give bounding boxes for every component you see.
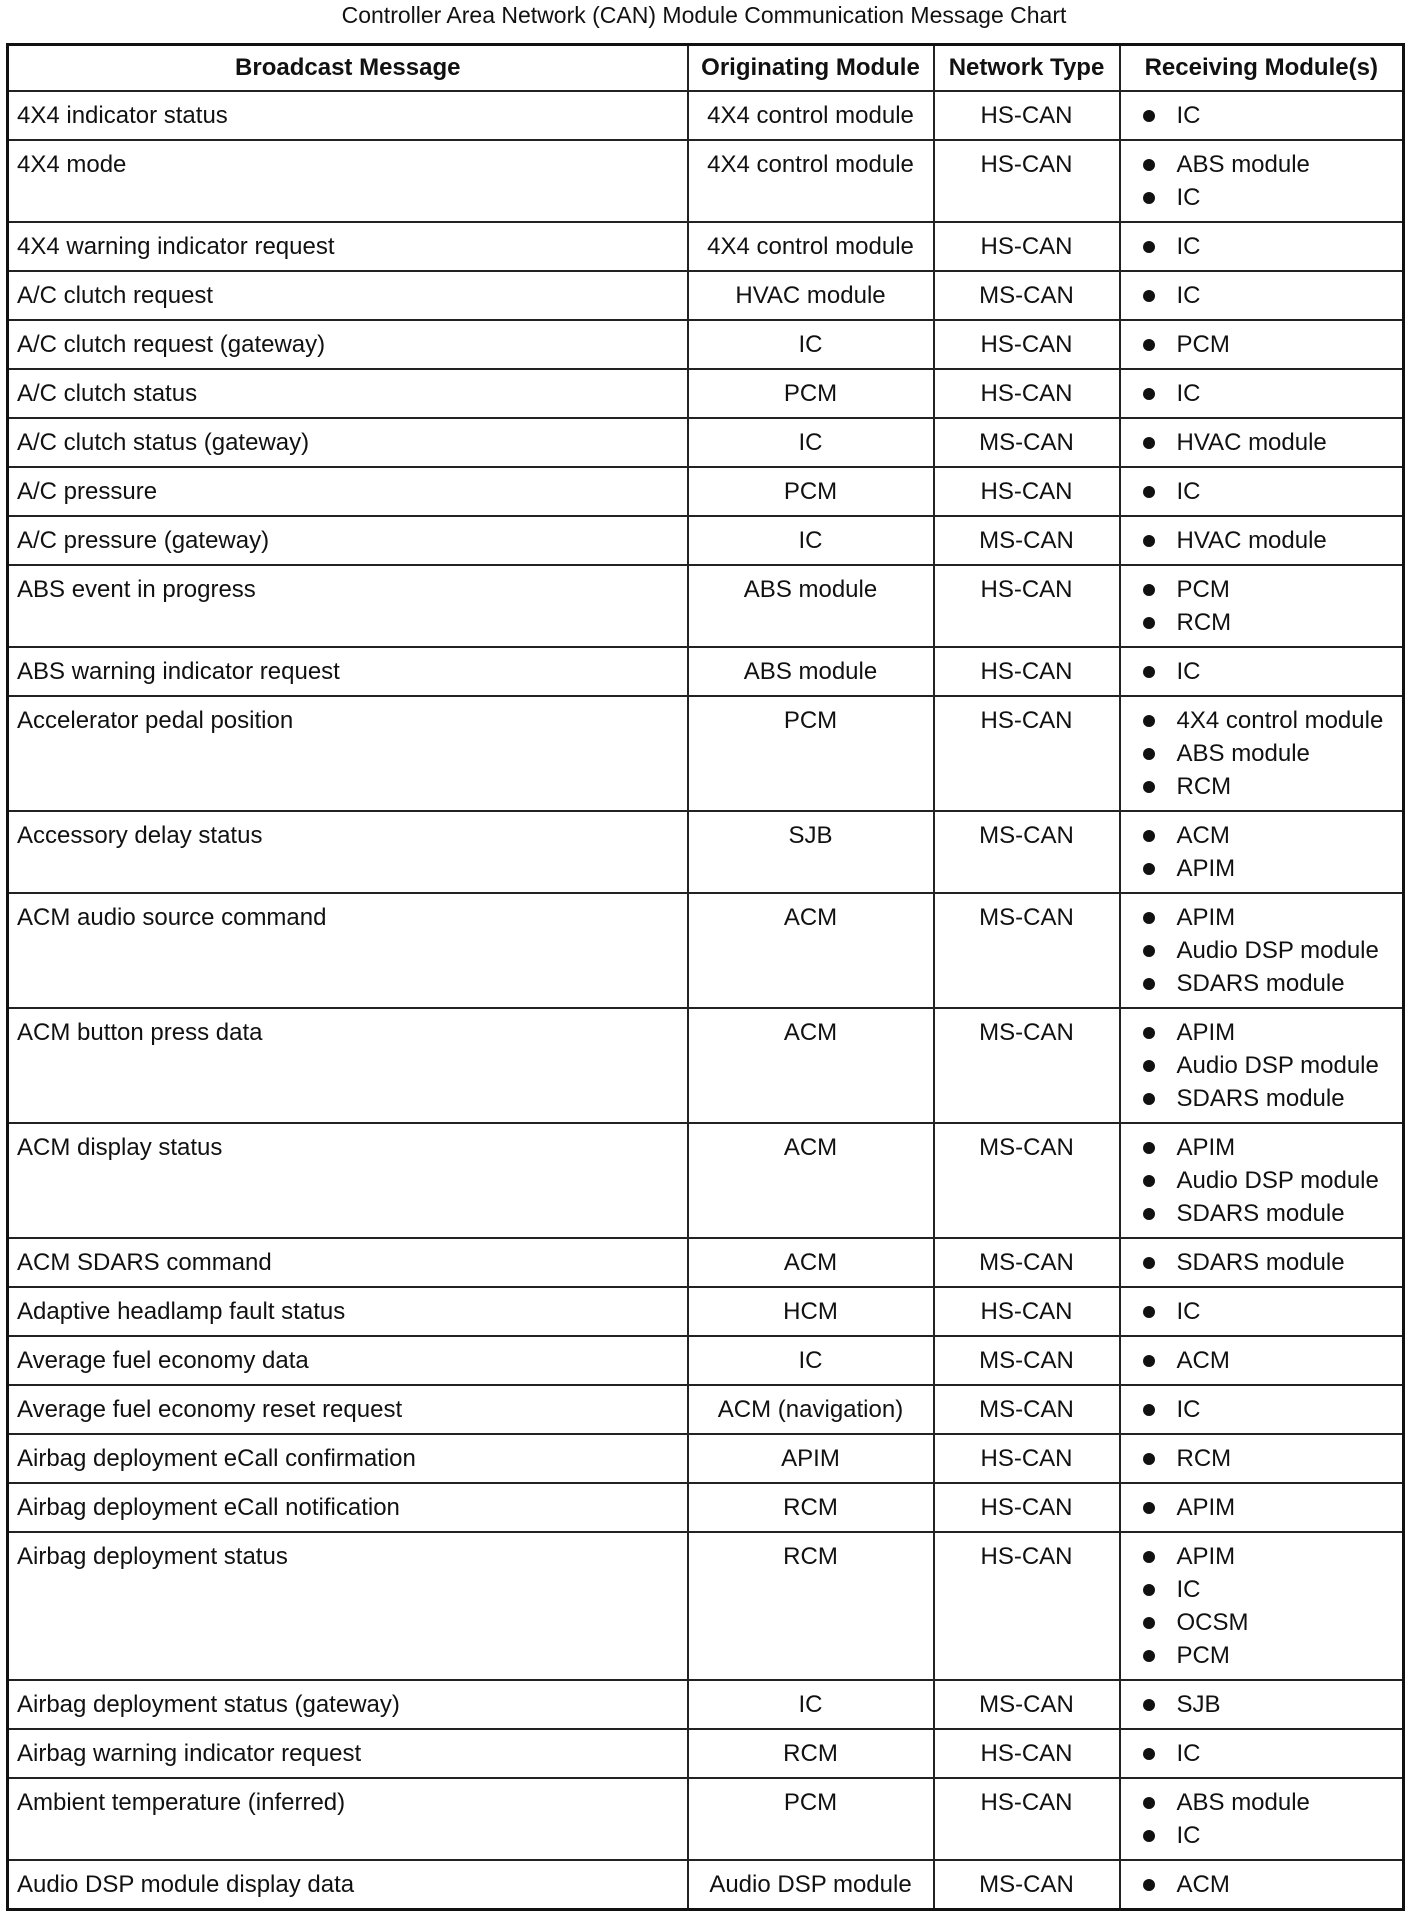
broadcast-message-cell: 4X4 indicator status bbox=[8, 91, 688, 140]
network-type-cell: HS-CAN bbox=[934, 1729, 1120, 1778]
receiving-modules-list bbox=[1143, 1786, 1395, 1852]
originating-module-cell: APIM bbox=[688, 1434, 934, 1483]
receiving-modules-list bbox=[1143, 1540, 1395, 1672]
table-row bbox=[8, 516, 1404, 565]
receiving-module-item: ACM bbox=[1143, 819, 1395, 852]
receiving-modules-cell bbox=[1120, 1680, 1404, 1729]
receiving-modules-cell bbox=[1120, 222, 1404, 271]
receiving-modules-list bbox=[1143, 1491, 1395, 1524]
receiving-modules-list bbox=[1143, 524, 1395, 557]
network-type-cell: MS-CAN bbox=[934, 1238, 1120, 1287]
receiving-modules-cell bbox=[1120, 320, 1404, 369]
network-type-cell: MS-CAN bbox=[934, 516, 1120, 565]
receiving-module-item: RCM bbox=[1143, 606, 1395, 639]
broadcast-message-cell: Audio DSP module display data bbox=[8, 1860, 688, 1910]
receiving-modules-cell bbox=[1120, 140, 1404, 222]
network-type-cell: HS-CAN bbox=[934, 369, 1120, 418]
network-type-cell: HS-CAN bbox=[934, 565, 1120, 647]
receiving-module-item: RCM bbox=[1143, 1442, 1395, 1475]
receiving-modules-list bbox=[1143, 279, 1395, 312]
receiving-modules-list bbox=[1143, 1131, 1395, 1230]
broadcast-message-cell: Average fuel economy data bbox=[8, 1336, 688, 1385]
receiving-modules-cell bbox=[1120, 271, 1404, 320]
receiving-modules-list bbox=[1143, 230, 1395, 263]
network-type-cell: HS-CAN bbox=[934, 1778, 1120, 1860]
network-type-cell: HS-CAN bbox=[934, 320, 1120, 369]
table-row bbox=[8, 1778, 1404, 1860]
originating-module-cell: ACM (navigation) bbox=[688, 1385, 934, 1434]
table-row bbox=[8, 1238, 1404, 1287]
receiving-module-item: IC bbox=[1143, 1295, 1395, 1328]
receiving-modules-cell bbox=[1120, 1238, 1404, 1287]
receiving-modules-cell bbox=[1120, 1532, 1404, 1680]
table-row bbox=[8, 647, 1404, 696]
receiving-module-item: IC bbox=[1143, 279, 1395, 312]
receiving-module-item: APIM bbox=[1143, 852, 1395, 885]
receiving-modules-cell bbox=[1120, 91, 1404, 140]
broadcast-message-cell: A/C clutch status (gateway) bbox=[8, 418, 688, 467]
table-row bbox=[8, 222, 1404, 271]
table-row bbox=[8, 1680, 1404, 1729]
broadcast-message-cell: Accessory delay status bbox=[8, 811, 688, 893]
network-type-cell: HS-CAN bbox=[934, 91, 1120, 140]
originating-module-cell: IC bbox=[688, 418, 934, 467]
receiving-module-item: Audio DSP module bbox=[1143, 1049, 1395, 1082]
receiving-modules-list bbox=[1143, 1295, 1395, 1328]
table-row bbox=[8, 1336, 1404, 1385]
network-type-cell: MS-CAN bbox=[934, 1680, 1120, 1729]
receiving-module-item: SDARS module bbox=[1143, 1246, 1395, 1279]
originating-module-cell: PCM bbox=[688, 467, 934, 516]
table-row bbox=[8, 696, 1404, 811]
network-type-cell: MS-CAN bbox=[934, 1123, 1120, 1238]
receiving-modules-cell bbox=[1120, 1729, 1404, 1778]
receiving-modules-cell bbox=[1120, 1434, 1404, 1483]
network-type-cell: HS-CAN bbox=[934, 1483, 1120, 1532]
broadcast-message-cell: A/C clutch request bbox=[8, 271, 688, 320]
originating-module-cell: IC bbox=[688, 320, 934, 369]
message-chart-container bbox=[6, 43, 1402, 1911]
broadcast-message-cell: 4X4 warning indicator request bbox=[8, 222, 688, 271]
receiving-module-item: SDARS module bbox=[1143, 1082, 1395, 1115]
originating-module-cell: ACM bbox=[688, 893, 934, 1008]
receiving-modules-list bbox=[1143, 148, 1395, 214]
broadcast-message-cell: Accelerator pedal position bbox=[8, 696, 688, 811]
broadcast-message-cell: Adaptive headlamp fault status bbox=[8, 1287, 688, 1336]
receiving-modules-cell bbox=[1120, 1123, 1404, 1238]
receiving-modules-list bbox=[1143, 1344, 1395, 1377]
network-type-cell: HS-CAN bbox=[934, 1287, 1120, 1336]
receiving-modules-cell bbox=[1120, 1336, 1404, 1385]
receiving-modules-list bbox=[1143, 1688, 1395, 1721]
receiving-modules-cell bbox=[1120, 369, 1404, 418]
originating-module-cell: ABS module bbox=[688, 647, 934, 696]
receiving-modules-cell bbox=[1120, 696, 1404, 811]
network-type-cell: MS-CAN bbox=[934, 811, 1120, 893]
table-row bbox=[8, 1483, 1404, 1532]
table-row bbox=[8, 369, 1404, 418]
receiving-module-item: IC bbox=[1143, 230, 1395, 263]
header-broadcast-message: Broadcast Message bbox=[8, 45, 688, 92]
network-type-cell: HS-CAN bbox=[934, 140, 1120, 222]
network-type-cell: HS-CAN bbox=[934, 647, 1120, 696]
receiving-module-item: RCM bbox=[1143, 770, 1395, 803]
originating-module-cell: ACM bbox=[688, 1123, 934, 1238]
table-row bbox=[8, 320, 1404, 369]
originating-module-cell: ACM bbox=[688, 1008, 934, 1123]
table-header-row bbox=[8, 45, 1404, 92]
network-type-cell: MS-CAN bbox=[934, 1336, 1120, 1385]
table-row bbox=[8, 811, 1404, 893]
receiving-modules-list bbox=[1143, 475, 1395, 508]
receiving-modules-cell bbox=[1120, 516, 1404, 565]
table-row bbox=[8, 1385, 1404, 1434]
originating-module-cell: HVAC module bbox=[688, 271, 934, 320]
broadcast-message-cell: Airbag deployment status bbox=[8, 1532, 688, 1680]
receiving-module-item: PCM bbox=[1143, 328, 1395, 361]
receiving-modules-cell bbox=[1120, 467, 1404, 516]
originating-module-cell: IC bbox=[688, 1680, 934, 1729]
receiving-modules-cell bbox=[1120, 1287, 1404, 1336]
receiving-module-item: Audio DSP module bbox=[1143, 1164, 1395, 1197]
table-row bbox=[8, 1532, 1404, 1680]
network-type-cell: HS-CAN bbox=[934, 222, 1120, 271]
broadcast-message-cell: 4X4 mode bbox=[8, 140, 688, 222]
receiving-modules-list bbox=[1143, 1393, 1395, 1426]
receiving-module-item: IC bbox=[1143, 1819, 1395, 1852]
originating-module-cell: RCM bbox=[688, 1483, 934, 1532]
receiving-module-item: ABS module bbox=[1143, 1786, 1395, 1819]
broadcast-message-cell: Ambient temperature (inferred) bbox=[8, 1778, 688, 1860]
network-type-cell: MS-CAN bbox=[934, 1385, 1120, 1434]
receiving-module-item: ACM bbox=[1143, 1344, 1395, 1377]
receiving-module-item: APIM bbox=[1143, 1131, 1395, 1164]
receiving-module-item: IC bbox=[1143, 475, 1395, 508]
receiving-modules-list bbox=[1143, 819, 1395, 885]
network-type-cell: HS-CAN bbox=[934, 1532, 1120, 1680]
receiving-module-item: APIM bbox=[1143, 1016, 1395, 1049]
can-message-table bbox=[6, 43, 1405, 1911]
table-row bbox=[8, 1123, 1404, 1238]
receiving-modules-cell bbox=[1120, 893, 1404, 1008]
network-type-cell: MS-CAN bbox=[934, 418, 1120, 467]
broadcast-message-cell: Airbag deployment eCall confirmation bbox=[8, 1434, 688, 1483]
receiving-modules-list bbox=[1143, 655, 1395, 688]
originating-module-cell: PCM bbox=[688, 1778, 934, 1860]
receiving-modules-cell bbox=[1120, 1385, 1404, 1434]
receiving-module-item: 4X4 control module bbox=[1143, 704, 1395, 737]
receiving-module-item: SDARS module bbox=[1143, 967, 1395, 1000]
broadcast-message-cell: ACM button press data bbox=[8, 1008, 688, 1123]
originating-module-cell: RCM bbox=[688, 1729, 934, 1778]
receiving-module-item: IC bbox=[1143, 1573, 1395, 1606]
receiving-module-item: ABS module bbox=[1143, 737, 1395, 770]
receiving-modules-cell bbox=[1120, 418, 1404, 467]
receiving-modules-cell bbox=[1120, 1778, 1404, 1860]
network-type-cell: HS-CAN bbox=[934, 696, 1120, 811]
originating-module-cell: 4X4 control module bbox=[688, 91, 934, 140]
receiving-modules-list bbox=[1143, 1737, 1395, 1770]
receiving-module-item: IC bbox=[1143, 181, 1395, 214]
receiving-modules-list bbox=[1143, 704, 1395, 803]
receiving-module-item: HVAC module bbox=[1143, 524, 1395, 557]
receiving-module-item: PCM bbox=[1143, 573, 1395, 606]
receiving-modules-list bbox=[1143, 901, 1395, 1000]
broadcast-message-cell: Airbag deployment status (gateway) bbox=[8, 1680, 688, 1729]
table-row bbox=[8, 565, 1404, 647]
receiving-module-item: Audio DSP module bbox=[1143, 934, 1395, 967]
receiving-module-item: SDARS module bbox=[1143, 1197, 1395, 1230]
receiving-modules-cell bbox=[1120, 1483, 1404, 1532]
broadcast-message-cell: A/C clutch status bbox=[8, 369, 688, 418]
receiving-modules-list bbox=[1143, 1868, 1395, 1901]
receiving-modules-list bbox=[1143, 1442, 1395, 1475]
receiving-modules-cell bbox=[1120, 565, 1404, 647]
table-row bbox=[8, 1860, 1404, 1910]
network-type-cell: MS-CAN bbox=[934, 1860, 1120, 1910]
receiving-modules-cell bbox=[1120, 1860, 1404, 1910]
originating-module-cell: SJB bbox=[688, 811, 934, 893]
receiving-module-item: PCM bbox=[1143, 1639, 1395, 1672]
broadcast-message-cell: ACM audio source command bbox=[8, 893, 688, 1008]
network-type-cell: MS-CAN bbox=[934, 271, 1120, 320]
receiving-modules-list bbox=[1143, 1016, 1395, 1115]
receiving-modules-list bbox=[1143, 426, 1395, 459]
broadcast-message-cell: A/C clutch request (gateway) bbox=[8, 320, 688, 369]
table-row bbox=[8, 140, 1404, 222]
table-body bbox=[8, 91, 1404, 1910]
originating-module-cell: HCM bbox=[688, 1287, 934, 1336]
receiving-module-item: APIM bbox=[1143, 901, 1395, 934]
broadcast-message-cell: A/C pressure bbox=[8, 467, 688, 516]
receiving-module-item: APIM bbox=[1143, 1540, 1395, 1573]
receiving-modules-cell bbox=[1120, 1008, 1404, 1123]
receiving-module-item: APIM bbox=[1143, 1491, 1395, 1524]
receiving-module-item: ABS module bbox=[1143, 148, 1395, 181]
receiving-module-item: ACM bbox=[1143, 1868, 1395, 1901]
broadcast-message-cell: Airbag warning indicator request bbox=[8, 1729, 688, 1778]
table-row bbox=[8, 91, 1404, 140]
receiving-modules-cell bbox=[1120, 811, 1404, 893]
table-row bbox=[8, 1008, 1404, 1123]
originating-module-cell: IC bbox=[688, 516, 934, 565]
receiving-module-item: IC bbox=[1143, 377, 1395, 410]
network-type-cell: HS-CAN bbox=[934, 1434, 1120, 1483]
page-title: Controller Area Network (CAN) Module Communication Message Chart bbox=[341, 2, 1067, 28]
broadcast-message-cell: Airbag deployment eCall notification bbox=[8, 1483, 688, 1532]
broadcast-message-cell: Average fuel economy reset request bbox=[8, 1385, 688, 1434]
broadcast-message-cell: A/C pressure (gateway) bbox=[8, 516, 688, 565]
receiving-module-item: IC bbox=[1143, 655, 1395, 688]
table-row bbox=[8, 418, 1404, 467]
originating-module-cell: IC bbox=[688, 1336, 934, 1385]
receiving-module-item: SJB bbox=[1143, 1688, 1395, 1721]
originating-module-cell: PCM bbox=[688, 369, 934, 418]
originating-module-cell: 4X4 control module bbox=[688, 222, 934, 271]
network-type-cell: MS-CAN bbox=[934, 1008, 1120, 1123]
network-type-cell: MS-CAN bbox=[934, 893, 1120, 1008]
receiving-module-item: IC bbox=[1143, 1393, 1395, 1426]
receiving-modules-cell bbox=[1120, 647, 1404, 696]
receiving-modules-list bbox=[1143, 1246, 1395, 1279]
receiving-module-item: OCSM bbox=[1143, 1606, 1395, 1639]
receiving-modules-list bbox=[1143, 377, 1395, 410]
originating-module-cell: ACM bbox=[688, 1238, 934, 1287]
originating-module-cell: RCM bbox=[688, 1532, 934, 1680]
receiving-module-item: HVAC module bbox=[1143, 426, 1395, 459]
table-row bbox=[8, 1287, 1404, 1336]
receiving-module-item: IC bbox=[1143, 1737, 1395, 1770]
table-row bbox=[8, 467, 1404, 516]
header-receiving-modules: Receiving Module(s) bbox=[1120, 45, 1404, 92]
table-row bbox=[8, 1729, 1404, 1778]
network-type-cell: HS-CAN bbox=[934, 467, 1120, 516]
broadcast-message-cell: ACM SDARS command bbox=[8, 1238, 688, 1287]
receiving-modules-list bbox=[1143, 99, 1395, 132]
originating-module-cell: 4X4 control module bbox=[688, 140, 934, 222]
originating-module-cell: ABS module bbox=[688, 565, 934, 647]
broadcast-message-cell: ACM display status bbox=[8, 1123, 688, 1238]
broadcast-message-cell: ABS warning indicator request bbox=[8, 647, 688, 696]
table-row bbox=[8, 893, 1404, 1008]
header-originating-module: Originating Module bbox=[688, 45, 934, 92]
header-network-type: Network Type bbox=[934, 45, 1120, 92]
table-row bbox=[8, 1434, 1404, 1483]
receiving-modules-list bbox=[1143, 573, 1395, 639]
receiving-modules-list bbox=[1143, 328, 1395, 361]
originating-module-cell: Audio DSP module bbox=[688, 1860, 934, 1910]
receiving-module-item: IC bbox=[1143, 99, 1395, 132]
table-row bbox=[8, 271, 1404, 320]
originating-module-cell: PCM bbox=[688, 696, 934, 811]
broadcast-message-cell: ABS event in progress bbox=[8, 565, 688, 647]
